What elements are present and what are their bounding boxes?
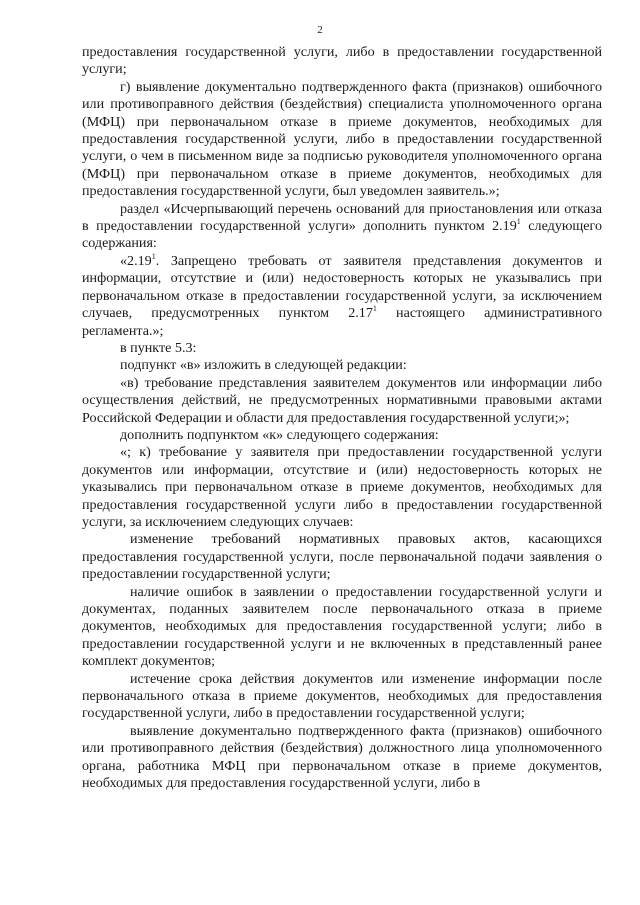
paragraph-section-amendment <box>82 201 602 253</box>
paragraph-case-2: наличие ошибок в заявлении о предоставлении государственной услуги и документах, поданных заявителем после первоначального отказа в приеме документов, необходимых для предоставления государственной услуги; либо в предоставлении государственной услуги и не включенных в представленный ранее комплект документов; <box>82 583 602 670</box>
paragraph-case-4: выявление документально подтвержденного факта (признаков) ошибочного или противоправного действия (бездействия) должностного лица уполномоченного органа, работника МФЦ при первоначальном отказе в приеме документов, необходимых для предоставления государственной услуги, либо в <box>82 722 602 792</box>
paragraph-in-point-5-3: в пункте 5.3: <box>120 339 197 356</box>
paragraph-case-3: истечение срока действия документов или изменение информации после первоначального отказа в приеме документов, необходимых для предоставления государственной услуги, либо в предоставлении государственной услуги; <box>82 670 602 722</box>
paragraph-subpoint-k: «; к) требование у заявителя при предоставлении государственной услуги документов или информации, отсутствие и (или) недостоверность которых не указывались при первоначальном отказе в приеме документов, необходимых для предоставления государственной услуги либо в предоставлении государственной услуги, за исключением следующих случаев: <box>82 444 602 530</box>
point-text: . Запрещено требовать от заявителя представления документов и информации, отсутствие и (или) недостоверность которых не указывались при первоначальном отказе в предоставлении государственной услуги, за исключением случаев, предусмотренных пунктом 2.17 <box>82 252 602 322</box>
superscript-mark: 1 <box>372 304 377 314</box>
superscript-mark: 1 <box>516 217 521 227</box>
paragraph-continuation: предоставления государственной услуги, либо в предоставлении государственной услуги; <box>82 44 602 78</box>
paragraph-subpoint-v: «в) требование представления заявителем документов или информации либо осуществления действий, не предусмотренных нормативными правовыми актами Российской Федерации и области для предоставления государственной услуги;»; <box>82 374 602 426</box>
paragraph-item-g: г) выявление документально подтвержденного факта (признаков) ошибочного или противоправного действия (бездействия) специалиста уполномоченного органа (МФЦ) при первоначальном отказе в приеме документов, необходимых для предоставления государственной услуги, либо в предоставлении государственной услуги, о чем в письменном виде за подписью руководителя уполномоченного органа (МФЦ) при первоначальном отказе в приеме документов, необходимых для предоставления государственной услуги, был уведомлен заявитель.»; <box>82 78 602 200</box>
document-body <box>82 44 602 792</box>
section-amendment-tail: следующего содержания: <box>82 218 602 252</box>
paragraph-subpoint-v-instruction: подпункт «в» изложить в следующей редакции: <box>120 357 407 374</box>
section-amendment-text: раздел «Исчерпывающий перечень оснований для приостановления или отказа в предоставлении государственной услуги» дополнить пунктом 2.19 <box>82 200 602 235</box>
superscript-mark: 1 <box>151 251 156 261</box>
point-number: «2.19 <box>120 252 152 269</box>
paragraph-point-2-19 <box>82 253 602 340</box>
paragraph-add-subpoint-k: дополнить подпунктом «к» следующего содержания: <box>120 426 439 443</box>
paragraph-case-1: изменение требований нормативных правовых актов, касающихся предоставления государственной услуги, после первоначальной подачи заявления о предоставлении государственной услуги; <box>82 531 602 583</box>
point-text-tail: настоящего административного регламента.»; <box>82 305 602 339</box>
page-number: 2 <box>317 24 323 36</box>
